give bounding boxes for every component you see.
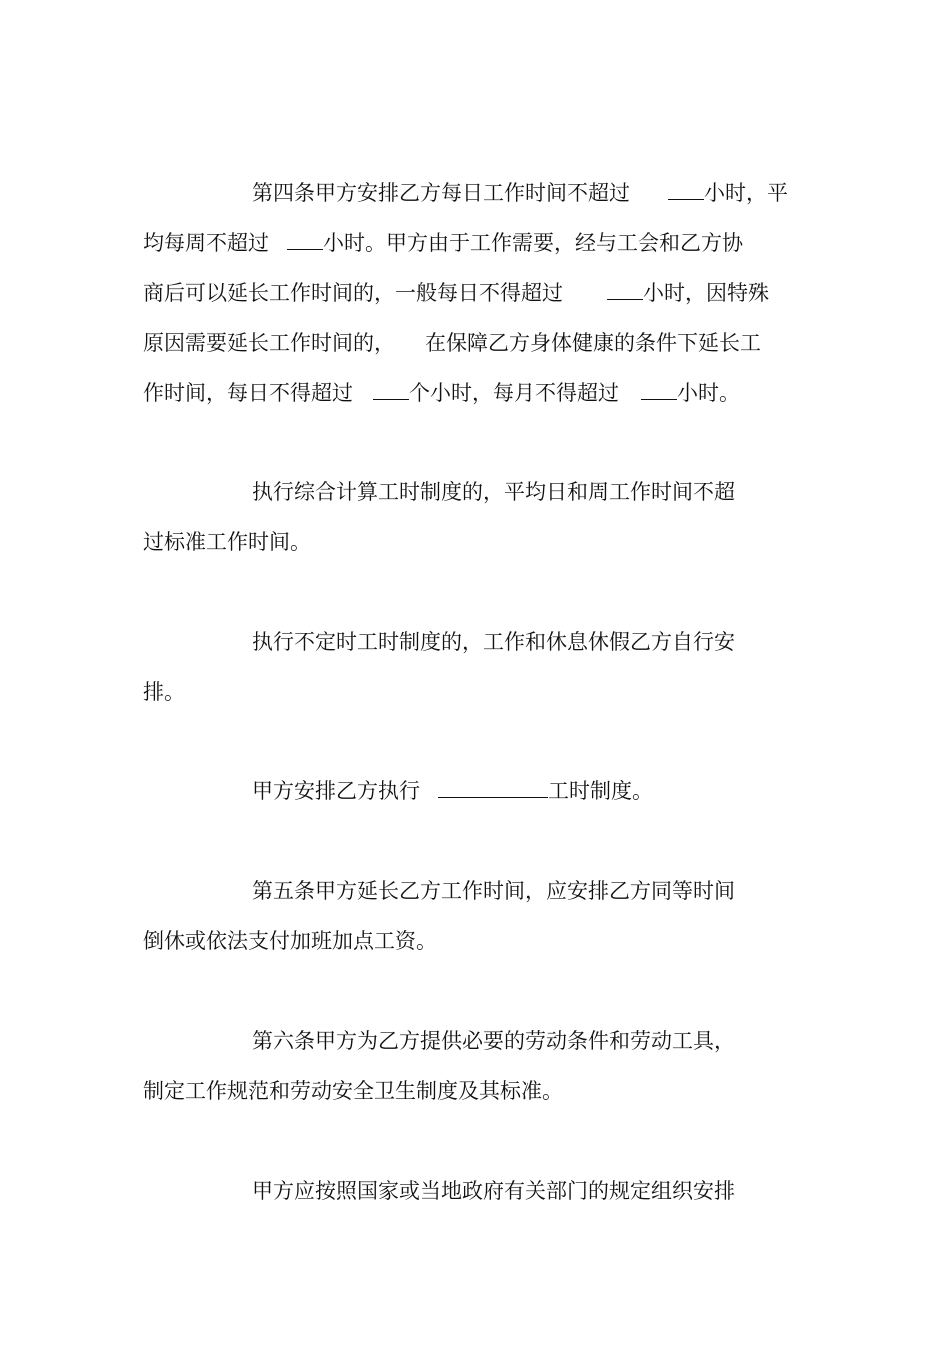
flexible-hours-line-2: 排。 xyxy=(143,680,185,704)
flexible-hours-line-1: 执行不定时工时制度的，工作和休息休假乙方自行安 xyxy=(252,630,735,654)
blank-field xyxy=(287,229,323,250)
article-5-line-1: 第五条甲方延长乙方工作时间，应安排乙方同等时间 xyxy=(252,879,735,903)
text: 甲方安排乙方执行 xyxy=(252,779,420,803)
safety-organization-line-1: 甲方应按照国家或当地政府有关部门的规定组织安排 xyxy=(252,1179,735,1203)
article-4-line-1 xyxy=(252,179,788,207)
article-4-line-4 xyxy=(143,329,761,357)
article-4-line-3 xyxy=(143,279,769,307)
comprehensive-hours-line-1: 执行综合计算工时制度的，平均日和周工作时间不超 xyxy=(252,480,735,504)
text: 工时制度。 xyxy=(548,779,653,803)
text: 第四条甲方安排乙方每日工作时间不超过 xyxy=(252,181,630,205)
text: 小时。甲方由于工作需要，经与工会和乙方协 xyxy=(323,231,743,255)
article-6-line-1: 第六条甲方为乙方提供必要的劳动条件和劳动工具， xyxy=(252,1029,735,1053)
comprehensive-hours-line-2: 过标准工作时间。 xyxy=(143,530,311,554)
article-4-line-2 xyxy=(143,229,743,257)
text: 作时间，每日不得超过 xyxy=(143,381,353,405)
article-5-line-2: 倒休或依法支付加班加点工资。 xyxy=(143,929,437,953)
text: 商后可以延长工作时间的，一般每日不得超过 xyxy=(143,281,563,305)
article-6-line-2: 制定工作规范和劳动安全卫生制度及其标准。 xyxy=(143,1079,563,1103)
blank-field xyxy=(607,279,643,300)
text: 原因需要延长工作时间的， xyxy=(143,331,395,355)
text: 小时。 xyxy=(677,381,740,405)
blank-field xyxy=(438,777,548,798)
blank-field xyxy=(668,179,704,200)
text: 均每周不超过 xyxy=(143,231,269,255)
article-4-line-5 xyxy=(143,379,740,407)
text: 小时，平 xyxy=(704,181,788,205)
working-hours-system-line xyxy=(252,777,653,805)
text: 小时，因特殊 xyxy=(643,281,769,305)
text: 在保障乙方身体健康的条件下延长工 xyxy=(425,331,761,355)
blank-field xyxy=(373,379,409,400)
text: 个小时，每月不得超过 xyxy=(409,381,619,405)
blank-field xyxy=(641,379,677,400)
